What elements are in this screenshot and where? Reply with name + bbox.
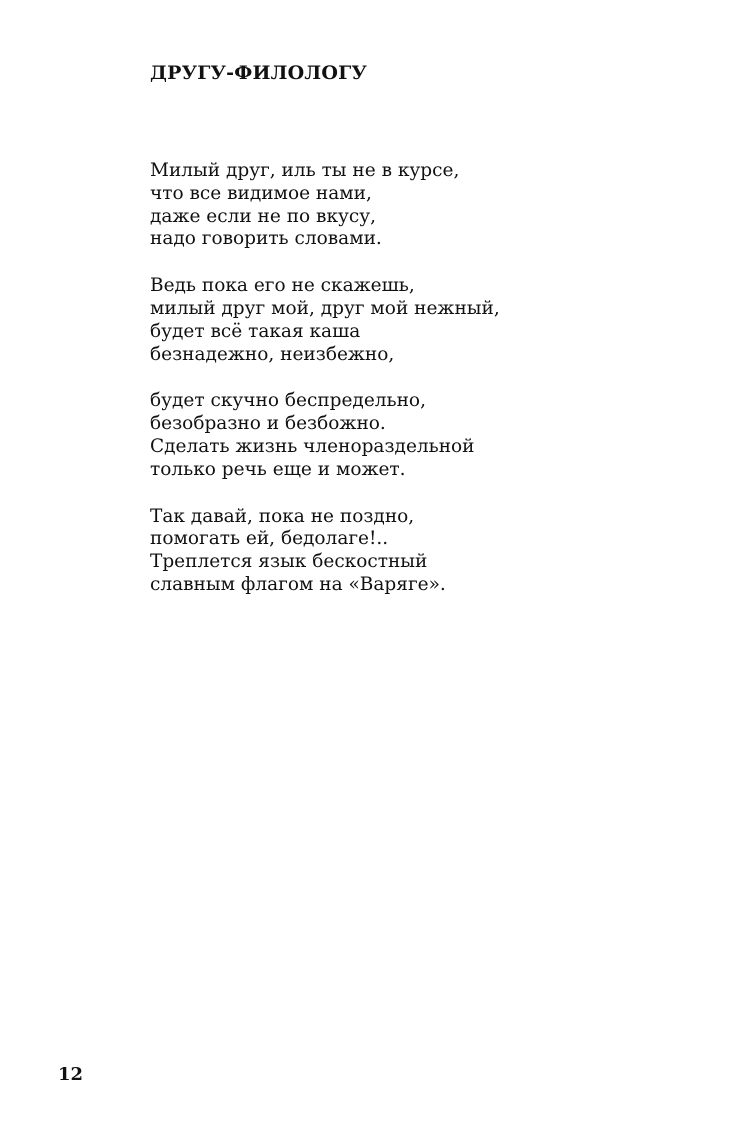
stanza-2 [150,275,500,366]
poem-line: будет скучно беспредельно, [150,390,426,412]
poem-body [150,160,500,621]
poem-line: милый друг мой, друг мой нежный, [150,297,500,319]
poem-title: ДРУГУ-ФИЛОЛОГУ [150,62,368,84]
poem-line: будет всё такая каша [150,320,361,342]
stanza-4 [150,506,500,597]
poem-line: помогать ей, бедолаге!.. [150,528,389,550]
poem-line: славным флагом на «Варяге». [150,573,446,595]
page-number: 12 [58,1064,84,1085]
poem-line: надо говорить словами. [150,228,382,250]
poem-line: Сделать жизнь членораздельной [150,435,475,457]
poem-line: даже если не по вкусу, [150,205,377,227]
poem-line: безнадежно, неизбежно, [150,343,395,365]
stanza-3 [150,390,500,481]
poem-line: Так давай, пока не поздно, [150,505,415,527]
poem-line: Ведь пока его не скажешь, [150,275,415,297]
poem-line: что все видимое нами, [150,182,372,204]
poem-line: Милый друг, иль ты не в курсе, [150,160,460,181]
poem-line: безобразно и безбожно. [150,413,386,435]
poem-line: Треплется язык бескостный [150,551,428,573]
stanza-1 [150,160,500,251]
poem-line: только речь еще и может. [150,458,406,480]
